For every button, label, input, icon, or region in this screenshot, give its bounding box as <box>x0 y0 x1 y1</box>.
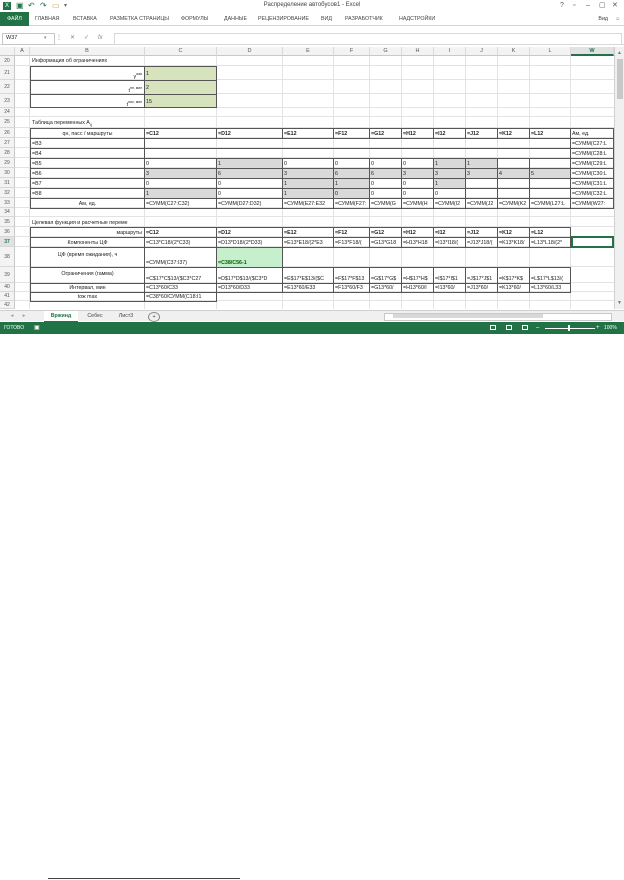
table-cell[interactable]: =D$17*D$13/($C3*D <box>216 267 283 284</box>
close-icon[interactable]: ✕ <box>612 2 618 9</box>
row-header[interactable]: 27 <box>0 138 15 148</box>
table-cell[interactable]: =C12 <box>144 227 217 238</box>
save-icon[interactable]: ▣ <box>16 1 24 10</box>
table-cell[interactable]: =F13*F18/( <box>333 237 370 248</box>
param-superscript: пах, мин <box>128 100 142 104</box>
table-cell[interactable]: =F$17*F$13 <box>333 267 370 284</box>
table-cell[interactable]: =B7 <box>30 178 145 189</box>
row-header[interactable]: 26 <box>0 128 15 138</box>
table-cell[interactable]: 0 <box>401 158 434 169</box>
table-header-cell[interactable]: =H12 <box>401 128 434 139</box>
table-cell[interactable]: =L13*60/L33 <box>529 283 571 293</box>
table-cell[interactable]: =K12 <box>497 227 530 238</box>
table-cell[interactable]: =СУММ(L27:L <box>529 198 571 209</box>
scroll-up-icon[interactable]: ▲ <box>617 50 622 56</box>
user-account[interactable]: Вид <box>598 16 608 22</box>
table-cell[interactable]: =B8 <box>30 188 145 199</box>
table-cell[interactable]: =I13*60/ <box>433 283 466 293</box>
row-header[interactable]: 38 <box>0 247 15 267</box>
table-cell[interactable]: маршруты <box>30 227 145 238</box>
footnote-rule <box>48 878 240 879</box>
zoom-level[interactable]: 100% <box>604 325 617 331</box>
table-cell[interactable]: 0 <box>369 188 402 199</box>
table-header-cell[interactable]: =L12 <box>529 128 571 139</box>
column-header-d[interactable]: D <box>217 47 283 56</box>
column-header-w[interactable]: W <box>571 47 614 56</box>
table-cell[interactable]: =E12 <box>282 227 334 238</box>
row-header[interactable]: 28 <box>0 148 15 158</box>
param-value-tmin[interactable]: 2 <box>144 80 217 95</box>
table-cell[interactable]: =E$17*E$13/($C <box>282 267 334 284</box>
table-cell[interactable]: Интервал, мин <box>30 283 145 293</box>
next-sheet-icon[interactable]: ▸ <box>22 313 26 319</box>
param-symbol: γ <box>133 73 137 80</box>
table-cell-highlight[interactable]: =C38/C56-1 <box>216 247 283 268</box>
minimize-icon[interactable]: – <box>586 2 590 9</box>
table-cell[interactable]: =H13*60/I <box>401 283 434 293</box>
table-cell[interactable]: 3 <box>465 168 498 179</box>
table-header-cell[interactable]: =J12 <box>465 128 498 139</box>
table-cell[interactable]: 0 <box>333 188 370 199</box>
table-cell[interactable]: =C13*C18/(2*C33) <box>144 237 217 248</box>
param-value-gamma[interactable]: 1 <box>144 66 217 81</box>
table-cell[interactable]: 4 <box>497 168 530 179</box>
sheet-tab[interactable]: Лист3 <box>118 313 134 319</box>
table-cell[interactable]: =H12 <box>401 227 434 238</box>
table-cell[interactable]: 5 <box>529 168 571 179</box>
table-cell[interactable]: =СУММ(G <box>369 198 402 209</box>
table-cell[interactable]: 1 <box>433 158 466 169</box>
table-cell[interactable]: Компоненты ЦФ <box>30 237 145 248</box>
row-header[interactable]: 41 <box>0 292 15 301</box>
table-cell[interactable]: =L12 <box>529 227 571 238</box>
enter-icon[interactable]: ✓ <box>84 35 90 41</box>
table-cell[interactable]: =I$17*I$1 <box>433 267 466 284</box>
table-header-cell[interactable]: =K12 <box>497 128 530 139</box>
table-cell[interactable]: 3 <box>401 168 434 179</box>
table-cell[interactable]: 1 <box>216 158 283 169</box>
row-header-selected[interactable]: 37 <box>0 237 15 247</box>
chevron-down-icon[interactable]: ▾ <box>44 35 47 41</box>
ribbon-display-icon[interactable]: ▫ <box>573 2 576 9</box>
table-cell[interactable]: =K13*60/ <box>497 283 530 293</box>
horizontal-scrollbar[interactable] <box>384 313 612 321</box>
table-cell[interactable]: tож max <box>30 292 145 302</box>
undo-icon[interactable]: ↶ <box>28 1 35 10</box>
row-header[interactable]: 33 <box>0 198 15 208</box>
row-header[interactable]: 42 <box>0 301 15 309</box>
row-header[interactable]: 20 <box>0 56 15 66</box>
tab-addins[interactable]: НАДСТРОЙКИ <box>399 16 436 22</box>
table-cell[interactable]: 0 <box>333 158 370 169</box>
column-header-k[interactable]: K <box>498 47 530 56</box>
table-cell[interactable]: 3 <box>282 168 334 179</box>
table-cell[interactable]: =E13*E18/(2*E3 <box>282 237 334 248</box>
column-header-a[interactable]: A <box>15 47 30 56</box>
normal-view-icon[interactable] <box>490 325 496 330</box>
info-header: Информация об ограничениях <box>32 58 108 64</box>
worksheet-grid[interactable] <box>0 47 614 309</box>
param-label-tmax <box>30 94 145 108</box>
table-cell[interactable]: =G$17*G$ <box>369 267 402 284</box>
table-cell[interactable]: =I13*I18/( <box>433 237 466 248</box>
param-superscript: ааа <box>136 72 142 76</box>
macro-record-icon[interactable]: ▣ <box>34 325 40 331</box>
excel-logo-icon: X <box>4 3 9 9</box>
table-header-cell[interactable]: Ам, ед. <box>570 128 614 139</box>
page-layout-view-icon[interactable] <box>506 325 512 330</box>
scroll-thumb[interactable] <box>617 59 623 99</box>
table-cell[interactable]: =СУММ(C27:L <box>570 138 614 149</box>
table-cell[interactable]: =G13*G18 <box>369 237 402 248</box>
table-header-cell[interactable]: =E12 <box>282 128 334 139</box>
zoom-slider[interactable] <box>545 328 595 329</box>
h-scroll-thumb[interactable] <box>393 314 543 318</box>
table-cell[interactable]: 3 <box>433 168 466 179</box>
tab-view[interactable]: ВИД <box>321 16 332 22</box>
table-cell[interactable]: =СУММ(D27:D32) <box>216 198 283 209</box>
tab-developer[interactable]: РАЗРАБОТЧИК <box>345 16 383 22</box>
column-header-f[interactable]: F <box>334 47 370 56</box>
table-cell[interactable]: =СУММ(C30:L <box>570 168 614 179</box>
table-header-cell[interactable]: =F12 <box>333 128 370 139</box>
tab-data[interactable]: ДАННЫЕ <box>224 16 247 22</box>
table-cell[interactable]: =C38*60/СУММ(C18:I1 <box>144 292 217 302</box>
page-break-view-icon[interactable] <box>522 325 528 330</box>
table-cell[interactable]: =СУММ(W27: <box>570 198 614 209</box>
tab-formulas[interactable]: ФОРМУЛЫ <box>181 16 209 22</box>
add-sheet-icon[interactable]: + <box>148 312 160 322</box>
column-header-e[interactable]: E <box>283 47 334 56</box>
column-header-h[interactable]: H <box>402 47 434 56</box>
table-header-cell[interactable]: qн, пасс / маршруты <box>30 128 145 139</box>
table-cell[interactable]: 1 <box>433 178 466 189</box>
row-header[interactable]: 22 <box>0 80 15 94</box>
table-cell[interactable]: 6 <box>333 168 370 179</box>
table-cell[interactable]: 0 <box>282 158 334 169</box>
formula-input[interactable] <box>114 33 622 45</box>
status-bar <box>0 322 624 334</box>
table-cell[interactable]: =J12 <box>465 227 498 238</box>
table-cell[interactable]: Ам, ед. <box>30 198 145 209</box>
table-cell[interactable]: =C13*60/C33 <box>144 283 217 293</box>
zoom-out-button[interactable]: – <box>536 325 540 331</box>
table-cell[interactable]: 1 <box>282 188 334 199</box>
table-cell[interactable]: =B5 <box>30 158 145 169</box>
table-cell[interactable]: =H13*H18 <box>401 237 434 248</box>
column-header-j[interactable]: J <box>466 47 498 56</box>
table-cell[interactable]: =F13*60/F3 <box>333 283 370 293</box>
table-cell[interactable]: ЦФ (время ожидания), ч <box>30 247 145 268</box>
column-header-i[interactable]: I <box>434 47 466 56</box>
table-cell[interactable]: 0 <box>401 188 434 199</box>
table-cell[interactable]: =K13*K18/ <box>497 237 530 248</box>
table-cell[interactable]: =СУММ(K2 <box>497 198 530 209</box>
table-cell[interactable]: =H$17*H$ <box>401 267 434 284</box>
tab-file[interactable]: ФАЙЛ <box>0 12 29 26</box>
select-all-corner[interactable] <box>0 47 15 56</box>
cf-title: Целевая функция и расчетные переме <box>32 220 128 226</box>
vertical-scrollbar[interactable] <box>614 47 624 309</box>
help-icon[interactable]: ? <box>560 2 564 9</box>
table-cell[interactable]: =СУММ(E27:E32 <box>282 198 334 209</box>
table-cell[interactable]: 1 <box>465 158 498 169</box>
table-cell[interactable]: =СУММ(J2 <box>465 198 498 209</box>
table-cell[interactable]: =СУММ(C28:L <box>570 148 614 159</box>
table-cell[interactable]: 3 <box>144 168 217 179</box>
table-cell[interactable]: =J$17*J$1 <box>465 267 498 284</box>
insert-function-icon[interactable]: fx <box>98 35 103 41</box>
table-cell[interactable]: =J13*60/ <box>465 283 498 293</box>
table-cell[interactable]: =СУММ(C27:C32) <box>144 198 217 209</box>
table-cell[interactable]: 0 <box>144 158 217 169</box>
var-table-title <box>31 118 191 128</box>
row-header[interactable]: 36 <box>0 227 15 237</box>
table-header-cell[interactable]: =C12 <box>144 128 217 139</box>
table-cell[interactable]: 1 <box>144 188 217 199</box>
row-header[interactable]: 39 <box>0 267 15 283</box>
param-superscript: пп, мин <box>129 86 142 90</box>
zoom-slider-handle[interactable] <box>568 325 570 331</box>
row-header[interactable]: 29 <box>0 158 15 168</box>
row-header[interactable]: 34 <box>0 208 15 217</box>
ribbon-tabs <box>29 12 624 26</box>
title-bar <box>0 0 624 12</box>
smiley-icon[interactable]: ☺ <box>615 16 621 22</box>
table-cell[interactable]: =D12 <box>216 227 283 238</box>
column-header-g[interactable]: G <box>370 47 402 56</box>
table-cell[interactable]: 0 <box>216 188 283 199</box>
table-cell[interactable]: =B3 <box>30 138 145 149</box>
table-cell[interactable]: 6 <box>216 168 283 179</box>
table-cell[interactable]: =G13*60/ <box>369 283 402 293</box>
open-icon[interactable]: ▭ <box>52 1 60 10</box>
table-cell[interactable]: 0 <box>401 178 434 189</box>
tab-review[interactable]: РЕЦЕНЗИРОВАНИЕ <box>258 16 309 22</box>
table-cell[interactable]: =L$17*L$13/( <box>529 267 571 284</box>
table-cell[interactable]: =B6 <box>30 168 145 179</box>
table-cell[interactable]: =J13*J18/( <box>465 237 498 248</box>
table-cell[interactable]: 0 <box>369 158 402 169</box>
column-header-c[interactable]: C <box>145 47 217 56</box>
table-cell[interactable]: =СУММ(I2 <box>433 198 466 209</box>
window-title: Распределение автобусов1 - Excel <box>263 2 361 8</box>
name-box[interactable]: W37 <box>2 33 55 45</box>
table-header-cell[interactable]: =I12 <box>433 128 466 139</box>
table-cell[interactable]: =D13*60/D33 <box>216 283 283 293</box>
table-header-cell[interactable]: =G12 <box>369 128 402 139</box>
formula-bar <box>0 31 624 45</box>
sheet-tab-active[interactable]: Вржинд <box>44 311 78 323</box>
row-header[interactable]: 21 <box>0 66 15 80</box>
table-cell[interactable]: =СУММ(C29:L <box>570 158 614 169</box>
cancel-icon[interactable]: ✕ <box>70 35 76 41</box>
tab-insert[interactable]: ВСТАВКА <box>73 16 97 22</box>
zoom-in-button[interactable]: + <box>596 325 600 331</box>
table-cell[interactable]: 0 <box>144 178 217 189</box>
status-ready: ГОТОВО <box>4 325 25 331</box>
column-header-b[interactable]: B <box>30 47 145 56</box>
table-cell[interactable]: 0 <box>433 188 466 199</box>
table-cell[interactable]: 6 <box>369 168 402 179</box>
var-table-title-text: Таблица переменных A <box>32 120 90 126</box>
redo-icon[interactable]: ↷ <box>40 1 47 10</box>
row-header[interactable]: 31 <box>0 178 15 188</box>
table-cell[interactable]: 0 <box>369 178 402 189</box>
param-value-tmax[interactable]: 15 <box>144 94 217 108</box>
more-icon: ⋮ <box>56 35 62 41</box>
column-header-l[interactable]: L <box>530 47 571 56</box>
var-table-subscript: ij <box>89 122 92 128</box>
table-cell[interactable]: =G12 <box>369 227 402 238</box>
tab-page-layout[interactable]: РАЗМЕТКА СТРАНИЦЫ <box>110 16 169 22</box>
table-cell[interactable]: =L13*L18/(2* <box>529 237 571 248</box>
row-header[interactable]: 24 <box>0 108 15 117</box>
row-header[interactable]: 30 <box>0 168 15 178</box>
table-cell[interactable]: =СУММ(F27: <box>333 198 370 209</box>
sheet-tabs-bar <box>0 310 624 321</box>
param-symbol: t <box>128 87 130 94</box>
tab-home[interactable]: ГЛАВНАЯ <box>35 16 60 22</box>
row-header[interactable]: 32 <box>0 188 15 198</box>
param-label-gamma <box>30 66 145 81</box>
table-cell[interactable]: =СУММ(H <box>401 198 434 209</box>
table-cell[interactable]: =СУММ(C37:I37) <box>144 247 217 268</box>
table-cell[interactable]: =F12 <box>333 227 370 238</box>
sheet-tab[interactable]: Себес <box>87 313 103 319</box>
table-cell[interactable]: =D13*D18/(2*D33) <box>216 237 283 248</box>
table-cell[interactable]: 1 <box>282 178 334 189</box>
scroll-down-icon[interactable]: ▼ <box>617 300 622 306</box>
table-cell[interactable]: =E13*60/E33 <box>282 283 334 293</box>
table-header-cell[interactable]: =D12 <box>216 128 283 139</box>
param-label-tmin <box>30 80 145 95</box>
param-symbol: t <box>126 101 129 108</box>
row-header[interactable]: 40 <box>0 283 15 292</box>
table-cell[interactable]: =B4 <box>30 148 145 159</box>
customize-icon[interactable]: ▾ <box>64 3 68 9</box>
row-header[interactable]: 25 <box>0 117 15 128</box>
table-cell[interactable]: =C$17*C$13/($C3*C27 <box>144 267 217 284</box>
table-cell[interactable]: 1 <box>333 178 370 189</box>
active-cell-w37[interactable] <box>571 236 614 248</box>
table-cell[interactable]: 0 <box>216 178 283 189</box>
row-header[interactable]: 23 <box>0 94 15 108</box>
table-cell[interactable]: =I12 <box>433 227 466 238</box>
table-cell[interactable]: =СУММ(C32:L <box>570 188 614 199</box>
table-cell[interactable]: Ограничения (гамма) <box>30 267 145 284</box>
table-cell[interactable]: =K$17*K$ <box>497 267 530 284</box>
prev-sheet-icon[interactable]: ◂ <box>10 313 14 319</box>
row-header[interactable]: 35 <box>0 217 15 227</box>
table-cell[interactable]: =СУММ(C31:L <box>570 178 614 189</box>
maximize-icon[interactable]: ▢ <box>599 2 606 9</box>
